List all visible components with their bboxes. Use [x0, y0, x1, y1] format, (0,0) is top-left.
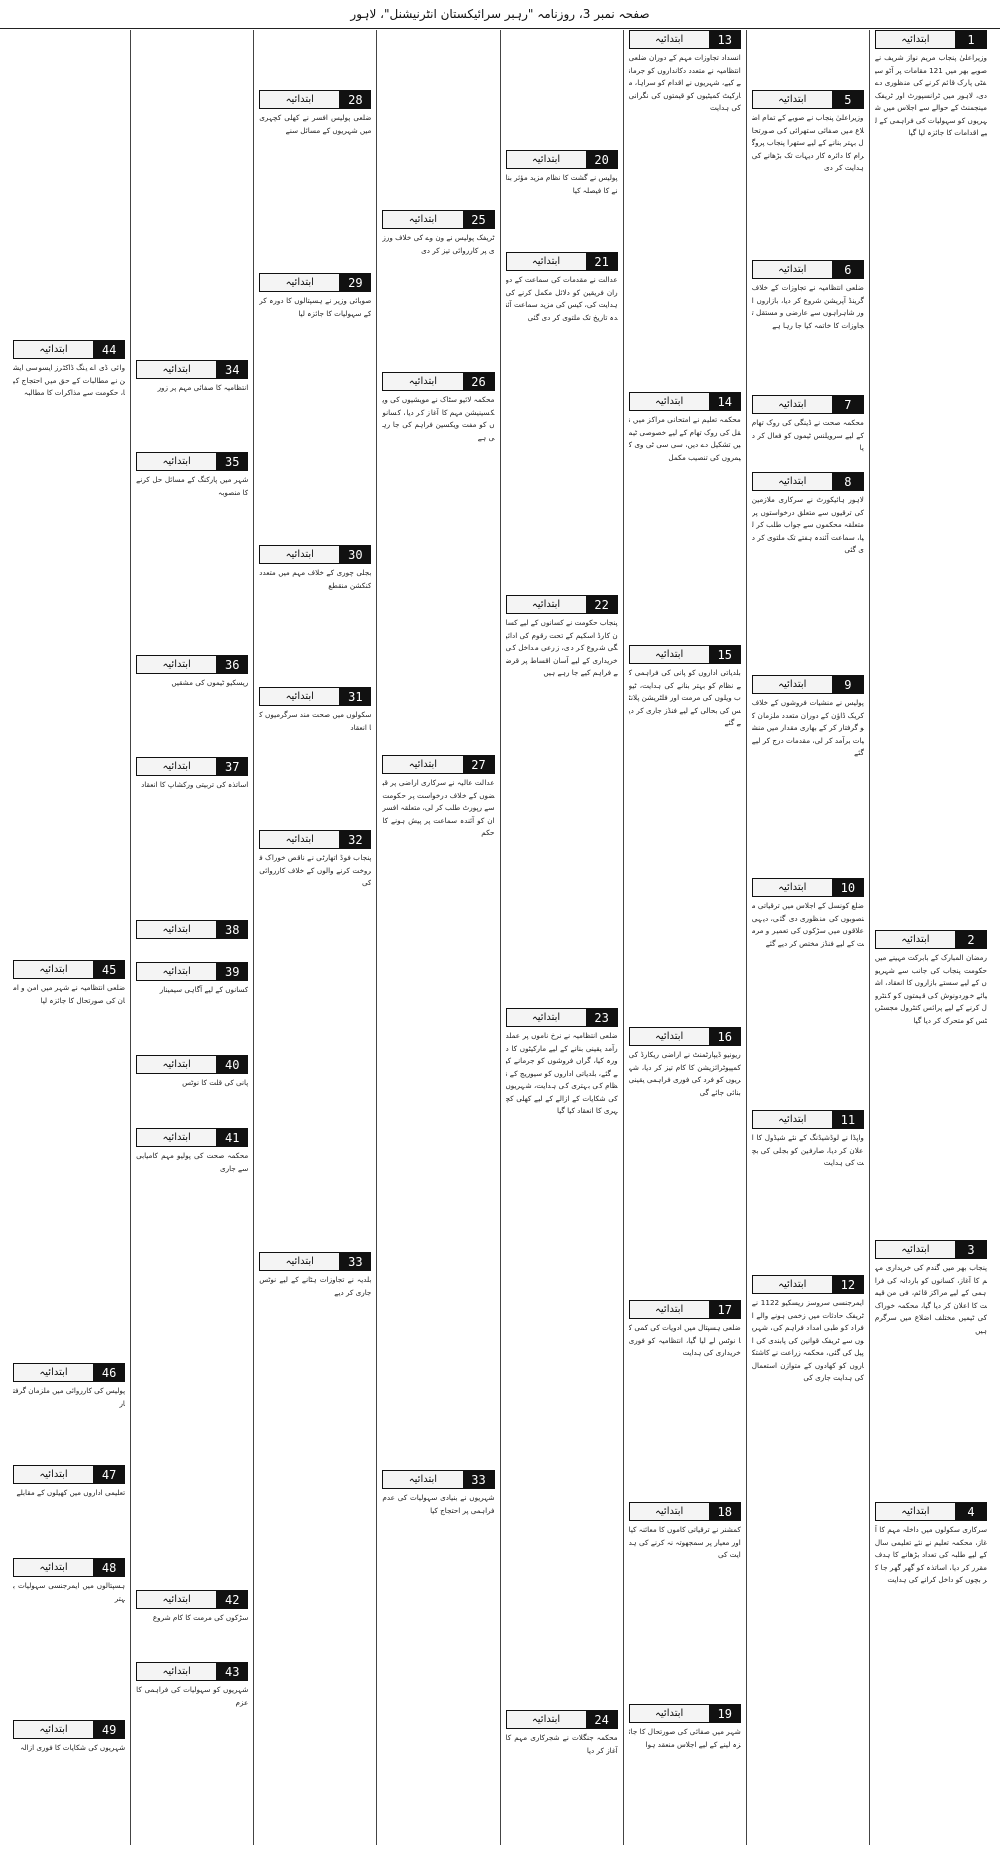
article-15	[629, 645, 741, 1025]
article-number: 37	[216, 757, 248, 776]
article-number-box	[136, 1590, 248, 1609]
column-6	[253, 30, 376, 1845]
article-text: پولیس کی کارروائی میں ملزمان گرفتار	[13, 1386, 126, 1408]
article-text: محکمہ لائیو سٹاک نے مویشیوں کی ویکسینیشن مہم کا آغاز کر دیا، کسانوں کو مفت ویکسین فراہم کی جا رہی ہے	[382, 395, 495, 442]
article-text: پولیس نے گشت کا نظام مزید مؤثر بنانے کا فیصلہ کیا	[505, 173, 618, 195]
section-label: ابتدائیہ	[752, 1275, 832, 1294]
section-label: ابتدائیہ	[752, 395, 832, 414]
article-24	[506, 1710, 618, 1843]
section-label: ابتدائیہ	[136, 1128, 216, 1147]
article-number-box	[136, 1055, 248, 1074]
article-text: ضلع کونسل کے اجلاس میں ترقیاتی منصوبوں کی منظوری دی گئی، دیہی علاقوں میں سڑکوں کی تعمیر و مرمت کے لیے فنڈز مختص کر دیے گئے	[751, 901, 864, 948]
article-text: پنجاب فوڈ اتھارٹی نے ناقص خوراک فروخت کرنے والوں کے خلاف کارروائی کی	[259, 853, 372, 887]
article-number: 44	[93, 340, 125, 359]
article-number: 22	[586, 595, 618, 614]
section-label: ابتدائیہ	[506, 1710, 586, 1729]
article-text: تعلیمی اداروں میں کھیلوں کے مقابلے	[16, 1488, 126, 1497]
article-18	[629, 1502, 741, 1702]
article-29	[259, 273, 371, 543]
article-number: 26	[463, 372, 495, 391]
article-number-box	[752, 1275, 864, 1294]
article-text: محکمہ تعلیم نے امتحانی مراکز میں نقل کی روک تھام کے لیے خصوصی ٹیمیں تشکیل دے دیں، سی سی ٹی وی کیمروں کی تنصیب مکمل	[628, 415, 741, 462]
article-number: 41	[216, 1128, 248, 1147]
article-text: محکمہ صحت کی پولیو مہم کامیابی سے جاری	[136, 1151, 249, 1173]
article-text: ضلعی انتظامیہ نے نرخ ناموں پر عملدرآمد یقینی بنانے کے لیے مارکیٹوں کا دورہ کیا، گراں فروشوں کو جرمانے کیے گئے، بلدیاتی اداروں کو سیوریج کے نظام کی بہتری کی ہدایت، شہریوں کی شکایات کے ازالے کے لیے کھلی کچہری کا انعقاد کیا گیا	[505, 1031, 618, 1115]
section-label: ابتدائیہ	[752, 675, 832, 694]
article-42	[136, 1590, 248, 1660]
section-label: ابتدائیہ	[259, 687, 339, 706]
section-label: ابتدائیہ	[259, 1252, 339, 1271]
article-27	[382, 755, 494, 1255]
article-number-box	[629, 392, 741, 411]
article-text: کمشنر نے ترقیاتی کاموں کا معائنہ کیا اور معیار پر سمجھوتہ نہ کرنے کی ہدایت کی	[628, 1525, 741, 1559]
article-39	[136, 962, 248, 1052]
section-label: ابتدائیہ	[136, 1662, 216, 1681]
section-label: ابتدائیہ	[629, 1502, 709, 1521]
article-text: ایمرجنسی سروسز ریسکیو 1122 نے ٹریفک حادثات میں زخمی ہونے والے افراد کو طبی امداد فراہم کی، شہریوں سے ٹریفک قوانین کی پابندی کی اپیل کی گئی، محکمہ زراعت نے کاشتکاروں کو کھادوں کے متوازن استعمال کی ہدایت جاری کی	[751, 1298, 864, 1382]
article-13	[629, 30, 741, 390]
article-33	[382, 1470, 494, 1843]
article-number-box	[752, 1110, 864, 1129]
article-9	[752, 675, 864, 875]
article-5	[752, 90, 864, 250]
article-34	[136, 360, 248, 450]
article-number: 3	[955, 1240, 987, 1259]
article-46	[13, 1363, 125, 1463]
article-number-box	[136, 1128, 248, 1147]
article-11	[752, 1110, 864, 1270]
article-19	[629, 1704, 741, 1844]
section-label: ابتدائیہ	[13, 960, 93, 979]
article-number: 18	[709, 1502, 741, 1521]
section-label: ابتدائیہ	[382, 1470, 462, 1489]
article-text: پولیس نے منشیات فروشوں کے خلاف کریک ڈاؤن کے دوران متعدد ملزمان کو گرفتار کر کے بھاری مقدار میں منشیات برآمد کر لی، مقدمات درج کر لیے گئے	[751, 698, 864, 757]
article-44	[13, 340, 125, 740]
section-label: ابتدائیہ	[136, 655, 216, 674]
column-7	[130, 30, 253, 1845]
article-4	[875, 1502, 987, 1842]
article-3	[875, 1240, 987, 1500]
article-text: وزیراعلیٰ پنجاب نے صوبے کے تمام اضلاع میں صفائی ستھرائی کی صورتحال بہتر بنانے کے لیے ستھرا پنجاب پروگرام کا دائرہ کار دیہات تک بڑھانے کی ہدایت کر دی	[751, 113, 864, 172]
article-text: ضلعی انتظامیہ نے شہر میں امن و امان کی صورتحال کا جائزہ لیا	[13, 983, 126, 1005]
article-number: 4	[955, 1502, 987, 1521]
article-text: شہریوں نے بنیادی سہولیات کی عدم فراہمی پر احتجاج کیا	[382, 1493, 495, 1515]
section-label: ابتدائیہ	[875, 30, 955, 49]
article-number-box	[382, 755, 494, 774]
article-45	[13, 960, 125, 1360]
article-number-box	[259, 545, 371, 564]
column-2	[746, 30, 869, 1845]
section-label: ابتدائیہ	[752, 90, 832, 109]
article-text: پنجاب بھر میں گندم کی خریداری مہم کا آغاز، کسانوں کو باردانہ کی فراہمی کے لیے مراکز قائم، فی من قیمت کا اعلان کر دیا گیا، محکمہ خوراک کی ٹیمیں مختلف اضلاع میں سرگرم ہیں	[874, 1263, 987, 1335]
section-label: ابتدائیہ	[752, 472, 832, 491]
article-number: 10	[832, 878, 864, 897]
article-number-box	[875, 930, 987, 949]
section-label: ابتدائیہ	[752, 260, 832, 279]
article-22	[506, 595, 618, 1005]
article-number-box	[382, 372, 494, 391]
section-label: ابتدائیہ	[506, 1008, 586, 1027]
article-text: ضلعی پولیس افسر نے کھلی کچہری میں شہریوں کے مسائل سنے	[259, 113, 372, 135]
article-number: 14	[709, 392, 741, 411]
section-label: ابتدائیہ	[136, 920, 216, 939]
article-text: ٹریفک پولیس نے ون وے کی خلاف ورزی پر کارروائی تیز کر دی	[382, 233, 495, 255]
article-text: وائی ڈی اے ینگ ڈاکٹرز ایسوسی ایشن نے مطالبات کے حق میں احتجاج کیا، حکومت سے مذاکرات کا مطالبہ	[13, 363, 126, 397]
section-label: ابتدائیہ	[382, 755, 462, 774]
article-number: 11	[832, 1110, 864, 1129]
article-number: 6	[832, 260, 864, 279]
article-text: پنجاب حکومت نے کسانوں کے لیے کسان کارڈ اسکیم کے تحت رقوم کی ادائیگی شروع کر دی، زرعی مداخل کی خریداری کے لیے آسان اقساط پر قرضے فراہم کیے جا رہے ہیں	[505, 618, 618, 677]
article-number-box	[506, 1008, 618, 1027]
article-number-box	[629, 30, 741, 49]
article-number: 39	[216, 962, 248, 981]
article-text: ہسپتالوں میں ایمرجنسی سہولیات بہتر	[13, 1581, 126, 1603]
article-number-box	[629, 1300, 741, 1319]
article-number: 23	[586, 1008, 618, 1027]
article-32	[259, 830, 371, 1250]
section-label: ابتدائیہ	[259, 545, 339, 564]
article-number: 16	[709, 1027, 741, 1046]
article-number: 9	[832, 675, 864, 694]
article-21	[506, 252, 618, 592]
article-43	[136, 1662, 248, 1843]
article-number: 5	[832, 90, 864, 109]
article-number: 45	[93, 960, 125, 979]
article-number: 40	[216, 1055, 248, 1074]
article-49	[13, 1720, 125, 1843]
article-number: 8	[832, 472, 864, 491]
section-label: ابتدائیہ	[506, 252, 586, 271]
article-text: شہریوں کی شکایات کا فوری ازالہ	[20, 1743, 126, 1752]
article-number-box	[13, 960, 125, 979]
article-number-box	[629, 1704, 741, 1723]
article-20	[506, 150, 618, 250]
article-text: لاہور ہائیکورٹ نے سرکاری ملازمین کی ترقیوں سے متعلق درخواستوں پر متعلقہ محکموں سے جواب طلب کر لیا، سماعت آئندہ ہفتے تک ملتوی کر دی گئی	[751, 495, 864, 554]
article-16	[629, 1027, 741, 1297]
article-number: 36	[216, 655, 248, 674]
article-number: 12	[832, 1275, 864, 1294]
article-text: وزیراعلیٰ پنجاب مریم نواز شریف نے صوبے بھر میں 121 مقامات پر آٹو سیفٹی پارک قائم کرنے کی منظوری دے دی، لاہور میں ٹرانسپورٹ اور ٹریفک مینجمنٹ کے حوالے سے اجلاس میں شہریوں کو سہولیات کی فراہمی کے لیے اقدامات کا جائزہ لیا گیا	[874, 53, 987, 137]
article-text: محکمہ صحت نے ڈینگی کی روک تھام کے لیے سرویلنس ٹیموں کو فعال کر دیا	[751, 418, 864, 452]
article-40	[136, 1055, 248, 1125]
article-number-box	[259, 1252, 371, 1271]
page-header-text: صفحہ نمبر 3، روزنامہ "رہبر سرائیکستان انٹرنیشنل"، لاہور	[350, 7, 650, 21]
article-number-box	[506, 595, 618, 614]
article-number: 15	[709, 645, 741, 664]
article-37	[136, 757, 248, 917]
column-3	[623, 30, 746, 1845]
article-text: بلدیہ نے تجاوزات ہٹانے کے لیے نوٹس جاری کر دیے	[259, 1275, 372, 1297]
article-number: 30	[339, 545, 371, 564]
article-number: 42	[216, 1590, 248, 1609]
article-17	[629, 1300, 741, 1500]
article-number: 1	[955, 30, 987, 49]
article-number: 33	[463, 1470, 495, 1489]
section-label: ابتدائیہ	[13, 1720, 93, 1739]
article-text: ریونیو ڈیپارٹمنٹ نے اراضی ریکارڈ کی کمپیوٹرائزیشن کا کام تیز کر دیا، شہریوں کو فرد کی فوری فراہمی یقینی بنائی جائے گی	[628, 1050, 741, 1097]
article-48	[13, 1558, 125, 1718]
section-label: ابتدائیہ	[506, 595, 586, 614]
article-25	[382, 210, 494, 370]
article-number: 29	[339, 273, 371, 292]
article-number-box	[13, 1363, 125, 1382]
article-text: واپڈا نے لوڈشیڈنگ کے نئے شیڈول کا اعلان کر دیا، صارفین کو بجلی کی بچت کی ہدایت	[751, 1133, 864, 1167]
article-28	[259, 90, 371, 270]
article-number-box	[506, 1710, 618, 1729]
article-number-box	[875, 1240, 987, 1259]
article-8	[752, 472, 864, 672]
section-label: ابتدائیہ	[13, 1465, 93, 1484]
article-26	[382, 372, 494, 752]
article-text: پانی کی قلت کا نوٹس	[182, 1078, 249, 1087]
article-text: بلدیاتی اداروں کو پانی کی فراہمی کے نظام کو بہتر بنانے کی ہدایت، ٹیوب ویلوں کی مرمت اور فلٹریشن پلانٹس کی بحالی کے لیے فنڈز جاری کر دیے گئے	[628, 668, 741, 727]
article-1	[875, 30, 987, 170]
article-text: عدالت عالیہ نے سرکاری اراضی پر قبضوں کے خلاف درخواست پر حکومت سے رپورٹ طلب کر لی، متعلقہ افسران کو آئندہ سماعت پر پیش ہونے کا حکم	[382, 778, 495, 837]
article-number-box	[875, 1502, 987, 1521]
article-number-box	[259, 273, 371, 292]
article-number: 27	[463, 755, 495, 774]
article-number: 7	[832, 395, 864, 414]
article-text: سرکاری سکولوں میں داخلہ مہم کا آغاز، محکمہ تعلیم نے نئے تعلیمی سال کے لیے طلبہ کی تعداد بڑھانے کا ہدف مقرر کر دیا، اساتذہ کو گھر گھر جا کر بچوں کو داخل کرانے کی ہدایت	[874, 1525, 987, 1584]
article-number-box	[382, 210, 494, 229]
article-number: 43	[216, 1662, 248, 1681]
article-text: شہر میں پارکنگ کے مسائل حل کرنے کا منصوبہ	[136, 475, 249, 497]
column-5	[376, 30, 499, 1845]
article-number-box	[752, 260, 864, 279]
section-label: ابتدائیہ	[752, 878, 832, 897]
article-text: کسانوں کے لیے آگاہی سیمینار	[159, 985, 249, 994]
article-number: 31	[339, 687, 371, 706]
section-label: ابتدائیہ	[136, 962, 216, 981]
article-number-box	[13, 1558, 125, 1577]
article-47	[13, 1465, 125, 1555]
article-number-box	[506, 252, 618, 271]
article-number-box	[136, 1662, 248, 1681]
section-label: ابتدائیہ	[629, 1704, 709, 1723]
article-number-box	[382, 1470, 494, 1489]
article-number: 21	[586, 252, 618, 271]
article-number-box	[13, 1720, 125, 1739]
article-text: ریسکیو ٹیموں کی مشقیں	[171, 678, 249, 687]
article-number-box	[752, 472, 864, 491]
section-label: ابتدائیہ	[136, 1055, 216, 1074]
article-number-box	[259, 687, 371, 706]
article-number: 47	[93, 1465, 125, 1484]
article-number-box	[136, 360, 248, 379]
article-number-box	[875, 30, 987, 49]
section-label: ابتدائیہ	[629, 645, 709, 664]
article-7	[752, 395, 864, 470]
article-text: شہریوں کو سہولیات کی فراہمی کا عزم	[136, 1685, 249, 1707]
article-number-box	[13, 1465, 125, 1484]
article-41	[136, 1128, 248, 1378]
article-text: رمضان المبارک کے بابرکت مہینے میں حکومت پنجاب کی جانب سے شہریوں کے لیے سستے بازاروں کا انعقاد، اشیائے خوردونوش کی قیمتوں کو کنٹرول کرنے کے لیے پرائس کنٹرول مجسٹریٹس کو متحرک کر دیا گیا	[874, 953, 987, 1025]
section-label: ابتدائیہ	[13, 1558, 93, 1577]
article-number-box	[259, 830, 371, 849]
article-text: ضلعی انتظامیہ نے تجاوزات کے خلاف گرینڈ آپریشن شروع کر دیا، بازاروں اور شاہراہوں سے عارضی و مستقل تجاوزات کا خاتمہ کیا جا رہا ہے	[751, 283, 864, 330]
article-number-box	[136, 757, 248, 776]
section-label: ابتدائیہ	[382, 372, 462, 391]
article-number: 32	[339, 830, 371, 849]
section-label: ابتدائیہ	[629, 1300, 709, 1319]
article-number: 48	[93, 1558, 125, 1577]
article-number: 17	[709, 1300, 741, 1319]
section-label: ابتدائیہ	[136, 757, 216, 776]
article-number-box	[629, 645, 741, 664]
article-number-box	[136, 962, 248, 981]
section-label: ابتدائیہ	[13, 340, 93, 359]
article-number: 34	[216, 360, 248, 379]
section-label: ابتدائیہ	[382, 210, 462, 229]
article-number-box	[752, 395, 864, 414]
section-label: ابتدائیہ	[875, 1502, 955, 1521]
article-text: عدالت نے مقدمات کی سماعت کے دوران فریقین کو دلائل مکمل کرنے کی ہدایت کی، کیس کی مزید سماعت آئندہ تاریخ تک ملتوی کر دی گئی	[505, 275, 618, 322]
article-text: ضلعی ہسپتال میں ادویات کی کمی کا نوٹس لے لیا گیا، انتظامیہ کو فوری خریداری کی ہدایت	[628, 1323, 741, 1357]
article-2	[875, 930, 987, 1070]
article-38	[136, 920, 248, 960]
article-number-box	[506, 150, 618, 169]
article-6	[752, 260, 864, 390]
article-text: محکمہ جنگلات نے شجرکاری مہم کا آغاز کر دیا	[505, 1733, 618, 1755]
article-number-box	[136, 920, 248, 939]
article-number: 2	[955, 930, 987, 949]
article-number-box	[629, 1027, 741, 1046]
article-14	[629, 392, 741, 642]
section-label: ابتدائیہ	[629, 392, 709, 411]
article-number-box	[752, 90, 864, 109]
columns-container	[8, 30, 992, 1845]
article-12	[752, 1275, 864, 1843]
section-label: ابتدائیہ	[875, 1240, 955, 1259]
column-1	[869, 30, 992, 1845]
section-label: ابتدائیہ	[752, 1110, 832, 1129]
article-31	[259, 687, 371, 827]
section-label: ابتدائیہ	[629, 30, 709, 49]
article-number: 25	[463, 210, 495, 229]
section-label: ابتدائیہ	[629, 1027, 709, 1046]
article-number: 33	[339, 1252, 371, 1271]
article-number-box	[259, 90, 371, 109]
article-number-box	[13, 340, 125, 359]
article-23	[506, 1008, 618, 1708]
page-header	[0, 0, 1000, 29]
article-number: 28	[339, 90, 371, 109]
article-35	[136, 452, 248, 652]
article-number: 24	[586, 1710, 618, 1729]
article-number-box	[752, 675, 864, 694]
article-text: اساتذہ کی تربیتی ورکشاپ کا انعقاد	[141, 780, 249, 789]
section-label: ابتدائیہ	[136, 360, 216, 379]
section-label: ابتدائیہ	[259, 273, 339, 292]
article-33	[259, 1252, 371, 1462]
section-label: ابتدائیہ	[136, 452, 216, 471]
article-text: انتظامیہ کا صفائی مہم پر زور	[157, 383, 249, 392]
article-text: صوبائی وزیر نے ہسپتالوں کا دورہ کر کے سہولیات کا جائزہ لیا	[259, 296, 372, 318]
section-label: ابتدائیہ	[13, 1363, 93, 1382]
section-label: ابتدائیہ	[259, 830, 339, 849]
article-number: 13	[709, 30, 741, 49]
section-label: ابتدائیہ	[506, 150, 586, 169]
article-number-box	[136, 655, 248, 674]
article-number: 46	[93, 1363, 125, 1382]
article-number: 20	[586, 150, 618, 169]
article-text: انسداد تجاوزات مہم کے دوران ضلعی انتظامیہ نے متعدد دکانداروں کو جرمانے کیے، شہریوں نے اقدام کو سراہا، مارکیٹ کمیٹیوں کو قیمتوں کی نگرانی کی ہدایت	[628, 53, 741, 112]
article-text: شہر میں صفائی کی صورتحال کا جائزہ لینے کے لیے اجلاس منعقد ہوا	[628, 1727, 741, 1749]
article-number-box	[629, 1502, 741, 1521]
article-30	[259, 545, 371, 685]
article-text: سکولوں میں صحت مند سرگرمیوں کا انعقاد	[259, 710, 372, 732]
article-number-box	[752, 878, 864, 897]
column-4	[500, 30, 623, 1845]
article-text: سڑکوں کی مرمت کا کام شروع	[152, 1613, 249, 1622]
article-10	[752, 878, 864, 1108]
column-8	[8, 30, 130, 1845]
article-number: 19	[709, 1704, 741, 1723]
article-number: 49	[93, 1720, 125, 1739]
section-label: ابتدائیہ	[136, 1590, 216, 1609]
article-number-box	[136, 452, 248, 471]
section-label: ابتدائیہ	[259, 90, 339, 109]
article-number: 38	[216, 920, 248, 939]
article-36	[136, 655, 248, 755]
article-number: 35	[216, 452, 248, 471]
article-text: بجلی چوری کے خلاف مہم میں متعدد کنکشن منقطع	[259, 568, 372, 590]
section-label: ابتدائیہ	[875, 930, 955, 949]
